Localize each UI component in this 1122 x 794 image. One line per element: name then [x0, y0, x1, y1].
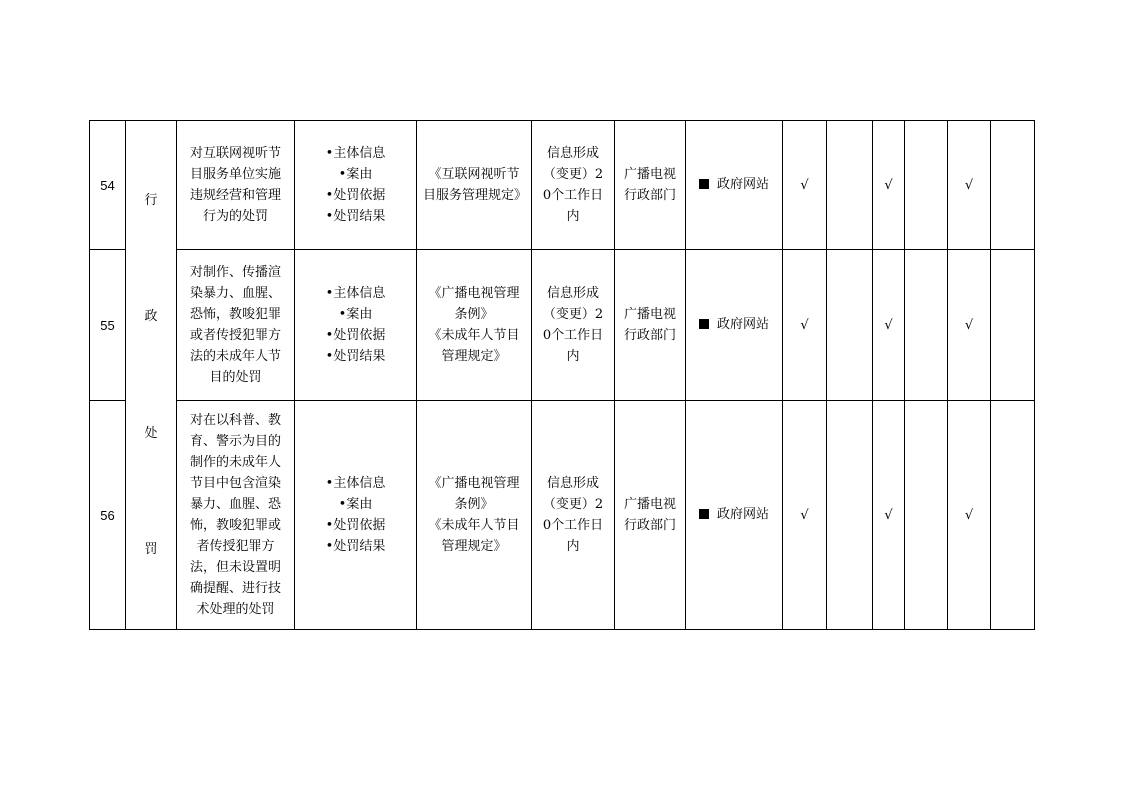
dept-cell	[615, 121, 686, 250]
table-row	[90, 401, 1035, 630]
table-row	[90, 121, 1035, 250]
category-cell	[126, 121, 177, 630]
content-item: •处罚结果	[325, 539, 386, 554]
content-item: •处罚结果	[325, 349, 386, 364]
time-text: 信息形成（变更）20个工作日内	[542, 286, 604, 364]
check-mark	[827, 250, 873, 401]
time-text: 信息形成（变更）20个工作日内	[542, 476, 604, 554]
channel-text: 政府网站	[716, 506, 769, 522]
check-mark: √	[948, 121, 991, 250]
basis-text: 《未成年人节目管理规定》	[428, 328, 520, 364]
check-mark: √	[948, 250, 991, 401]
square-bullet-icon	[699, 509, 709, 519]
check-mark	[991, 250, 1035, 401]
dept-text: 广播电视行政部门	[623, 307, 676, 343]
content-item: •处罚依据	[325, 328, 386, 343]
content-cell	[295, 250, 417, 401]
check-mark	[827, 401, 873, 630]
basis-cell	[417, 250, 532, 401]
check-mark: √	[873, 250, 905, 401]
channel-cell	[686, 250, 783, 401]
time-cell	[532, 250, 615, 401]
basis-text: 《互联网视听节目服务管理规定》	[423, 167, 528, 203]
basis-text: 《广播电视管理条例》	[428, 286, 520, 322]
disclosure-table	[89, 120, 1035, 630]
row-number: 56	[90, 401, 126, 630]
content-item: •主体信息	[325, 286, 386, 301]
channel-cell	[686, 121, 783, 250]
content-item: •处罚结果	[325, 209, 386, 224]
content-item: •处罚依据	[325, 518, 386, 533]
item-cell	[177, 121, 295, 250]
check-mark	[905, 121, 948, 250]
category-char: 行	[144, 193, 158, 208]
time-cell	[532, 121, 615, 250]
square-bullet-icon	[699, 179, 709, 189]
item-text: 对制作、传播渲染暴力、血腥、恐怖，教唆犯罪或者传授犯罪方法的未成年人节目的处罚	[189, 265, 281, 385]
category-char: 罚	[144, 541, 158, 557]
check-mark: √	[948, 401, 991, 630]
basis-cell	[417, 121, 532, 250]
square-bullet-icon	[699, 319, 709, 329]
channel-text: 政府网站	[716, 316, 769, 332]
content-cell	[295, 121, 417, 250]
row-number: 54	[90, 121, 126, 250]
check-mark: √	[873, 401, 905, 630]
basis-text: 《广播电视管理条例》	[428, 476, 520, 512]
content-cell	[295, 401, 417, 630]
time-cell	[532, 401, 615, 630]
time-text: 信息形成（变更）20个工作日内	[542, 146, 604, 224]
content-item: •案由	[338, 497, 373, 512]
check-mark: √	[873, 121, 905, 250]
channel-cell	[686, 401, 783, 630]
check-mark	[991, 401, 1035, 630]
content-item: •处罚依据	[325, 188, 386, 203]
dept-text: 广播电视行政部门	[623, 497, 676, 533]
dept-cell	[615, 250, 686, 401]
dept-cell	[615, 401, 686, 630]
item-cell	[177, 250, 295, 401]
check-mark	[991, 121, 1035, 250]
content-item: •案由	[338, 307, 373, 322]
content-item: •案由	[338, 167, 373, 182]
dept-text: 广播电视行政部门	[623, 167, 676, 203]
check-mark: √	[783, 250, 827, 401]
check-mark: √	[783, 121, 827, 250]
category-char: 处	[144, 425, 158, 441]
content-item: •主体信息	[325, 146, 386, 161]
category-char: 政	[144, 309, 158, 325]
item-text: 对互联网视听节目服务单位实施违规经营和管理行为的处罚	[189, 146, 281, 224]
check-mark	[827, 121, 873, 250]
table-row	[90, 250, 1035, 401]
row-number: 55	[90, 250, 126, 401]
check-mark: √	[783, 401, 827, 630]
check-mark	[905, 401, 948, 630]
item-text: 对在以科普、教育、警示为目的制作的未成年人节目中包含渲染暴力、血腥、恐怖，教唆犯罪或者传授犯罪方法，但未设置明确提醒、进行技术处理的处罚	[189, 413, 281, 617]
item-cell	[177, 401, 295, 630]
check-mark	[905, 250, 948, 401]
basis-text: 《未成年人节目管理规定》	[428, 518, 520, 554]
content-item: •主体信息	[325, 476, 386, 491]
channel-text: 政府网站	[716, 176, 769, 192]
basis-cell	[417, 401, 532, 630]
